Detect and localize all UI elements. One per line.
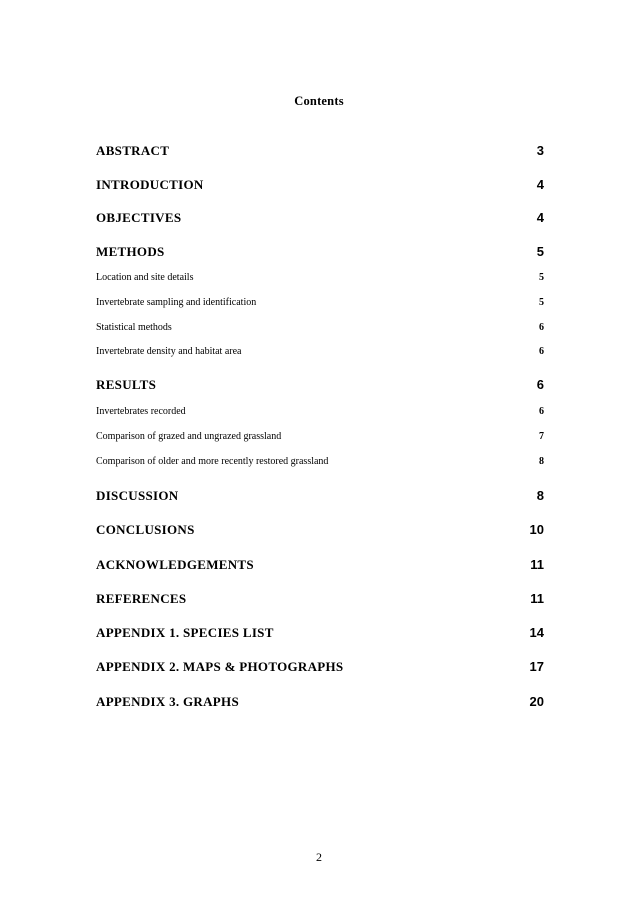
toc-entry-older-restored[interactable] [96,456,544,467]
page-number: 2 [316,850,322,864]
toc-entry-invertebrate-sampling[interactable] [96,297,544,308]
toc-entry-page: 8 [536,488,544,503]
toc-entry-introduction[interactable] [96,177,544,193]
toc-entry-invertebrate-density[interactable] [96,346,544,357]
toc-entry-page: 6 [539,322,544,333]
toc-entry-location-site-details[interactable] [96,272,544,283]
toc-entry-page: 11 [530,591,544,606]
toc-entry-label: APPENDIX 2. MAPS & PHOTOGRAPHS [96,659,344,674]
toc-entry-label: OBJECTIVES [96,210,182,225]
toc-entry-label: Location and site details [96,272,194,283]
toc-entry-page: 10 [529,522,544,537]
toc-entry-methods[interactable] [96,244,544,260]
toc-entry-page: 4 [536,177,544,192]
toc-entry-page: 8 [539,456,544,467]
toc-entry-results[interactable] [96,377,544,393]
toc-entry-label: METHODS [96,244,165,259]
toc-entry-abstract[interactable] [96,143,544,159]
toc-entry-page: 17 [529,659,544,674]
toc-entry-page: 3 [536,143,544,158]
toc-entry-label: Comparison of grazed and ungrazed grassland [96,431,282,442]
toc-entry-appendix-3[interactable] [96,694,544,710]
toc-entry-label: Invertebrate density and habitat area [96,346,242,357]
toc-entry-page: 6 [539,406,544,417]
toc-entry-grazed-ungrazed[interactable] [96,431,544,442]
toc-entry-label: ACKNOWLEDGEMENTS [96,557,254,572]
toc-entry-page: 14 [529,625,544,640]
toc-entry-label: REFERENCES [96,591,187,606]
toc-entry-page: 5 [536,244,544,259]
toc-entry-page: 5 [539,297,544,308]
toc-entry-page: 11 [530,557,544,572]
toc-entry-page: 6 [536,377,544,392]
toc-entry-page: 6 [539,346,544,357]
toc-entry-page: 4 [536,210,544,225]
toc-entry-label: Invertebrate sampling and identification [96,297,257,308]
toc-entry-acknowledgements[interactable] [96,557,544,573]
toc-entry-conclusions[interactable] [96,522,544,538]
contents-heading: Contents [294,94,344,108]
toc-entry-label: Invertebrates recorded [96,406,186,417]
toc-entry-appendix-1[interactable] [96,625,544,641]
toc-entry-label: APPENDIX 3. GRAPHS [96,694,239,709]
toc-entry-objectives[interactable] [96,210,544,226]
toc-entry-page: 5 [539,272,544,283]
toc-entry-appendix-2[interactable] [96,659,544,675]
toc-entry-statistical-methods[interactable] [96,322,544,333]
toc-entry-label: ABSTRACT [96,143,170,158]
toc-entry-label: RESULTS [96,377,157,392]
toc-entry-label: Statistical methods [96,322,172,333]
toc-entry-label: DISCUSSION [96,488,179,503]
toc-entry-label: CONCLUSIONS [96,522,195,537]
toc-entry-label: INTRODUCTION [96,177,204,192]
toc-entry-discussion[interactable] [96,488,544,504]
toc-entry-references[interactable] [96,591,544,607]
toc-entry-label: APPENDIX 1. SPECIES LIST [96,625,274,640]
toc-entry-page: 7 [539,431,544,442]
toc-entry-invertebrates-recorded[interactable] [96,406,544,417]
toc-entry-page: 20 [529,694,544,709]
toc-entry-label: Comparison of older and more recently restored grassland [96,456,329,467]
